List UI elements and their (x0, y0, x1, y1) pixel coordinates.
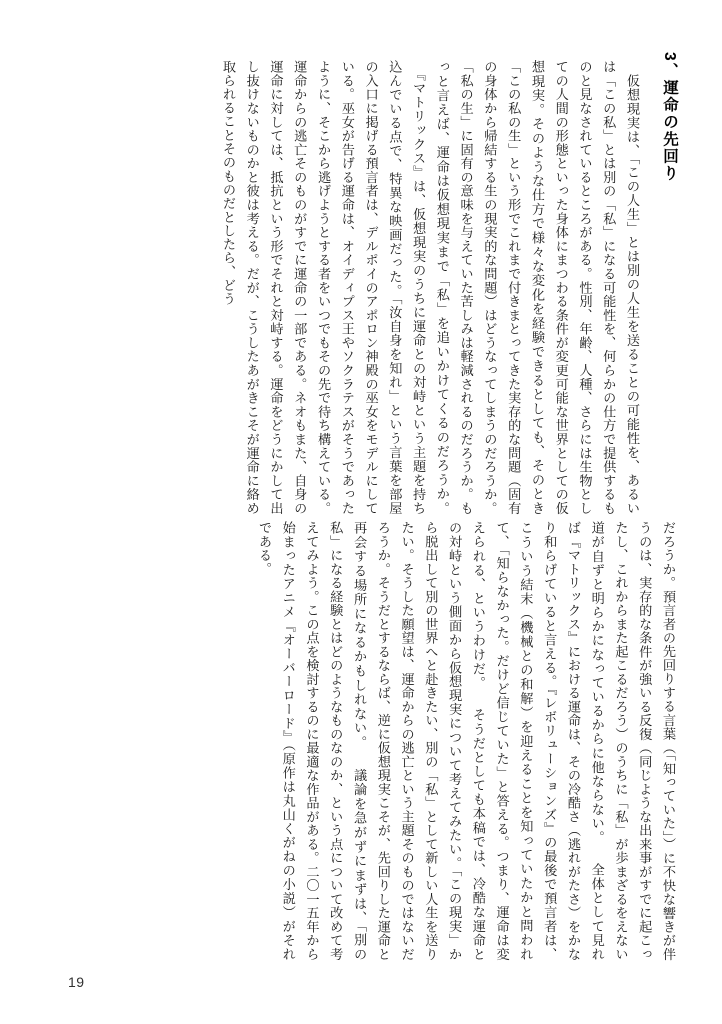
body-paragraph-upper: 仮想現実は、「この人生」とは別の人生を送ることの可能性を、あるいは「この私」とは別の「私」になる可能性を、何らかの仕方で提供するものと見なされているところがある。性別、年齢、人種、さらには生物としての人間の形態といった身体にまつわる条件が変更可能な世界としての仮想現実。そのような仕方で様々な変化を経験できるとしても、そのとき「この私の生」という形でこれまで付きまとってきた実存的な問題（固有の身体から帰結する生の現実的な問題）はどうなってしまうのだろうか。「私の生」に固有の意味を与えていた苦しみは軽減されるのだろうか。もっと言えば、運命は仮想現実まで「私」を追いかけてくるのだろうか。 『マトリックス』は、仮想現実のうちに運命との対峙という主題を持ち込んでいる点で、特異な映画だった。「汝自身を知れ」という言葉を部屋の入口に掲げる預言者は、デルポイのアポロン神殿の巫女をモデルにしている。巫女が告げる運命は、オイディプス王やソクラテスがそうであったように、そこから逃げようとする者をいつでもその先で待ち構えている。運命からの逃亡そのものがすでに運命の一部である。ネオもまた、自身の運命に対しては、抵抗という形でそれと対峙する。運命をどうにかして出し抜けないものかと彼は考える。だが、こうしたあがきこそが運命に絡め取られることそのものだとしたら、どう (220, 60, 640, 515)
body-paragraph-lower: だろうか。預言者の先回りする言葉（「知っていた」）に不快な響きが伴うのは、実存的な条件が強いる反復（同じような出来事がすでに起こったし、これからまた起こるだろう）のうちに「私」が歩まざるをえない道が自ずと明らかになっているからに他ならない。 全体として見れば『マトリックス』における運命は、その冷酷さ（逃れがたさ）をかなり和らげていると言える。『レボリューションズ』の最後で預言者は、こういう結末（機械との和解）を迎えることを知っていたかと問われて、「知らなかった。だけど信じていた」と答える。つまり、運命は変えられる、というわけだ。 そうだとしても本稿では、冷酷な運命との対峙という側面から仮想現実について考えてみたい。「この現実」から脱出して別の世界へと赴きたい、別の「私」として新しい人生を送りたい。そうした願望は、運命からの逃亡という主題そのものではないだろうか。そうだとするならば、逆に仮想現実こそが、先回りした運命と再会する場所になるかもしれない。 議論を急がずにまずは、「別の私」になる経験とはどのようなものなのか、という点について改めて考えてみよう。この点を検討するのに最適な作品がある。二〇一五年から始まったアニメ『オーバーロード』（原作は丸山くがねの小説）がそれである。 (256, 521, 676, 961)
page-number: 19 (68, 974, 85, 990)
section-heading: 3、運命の先回り (661, 52, 678, 182)
